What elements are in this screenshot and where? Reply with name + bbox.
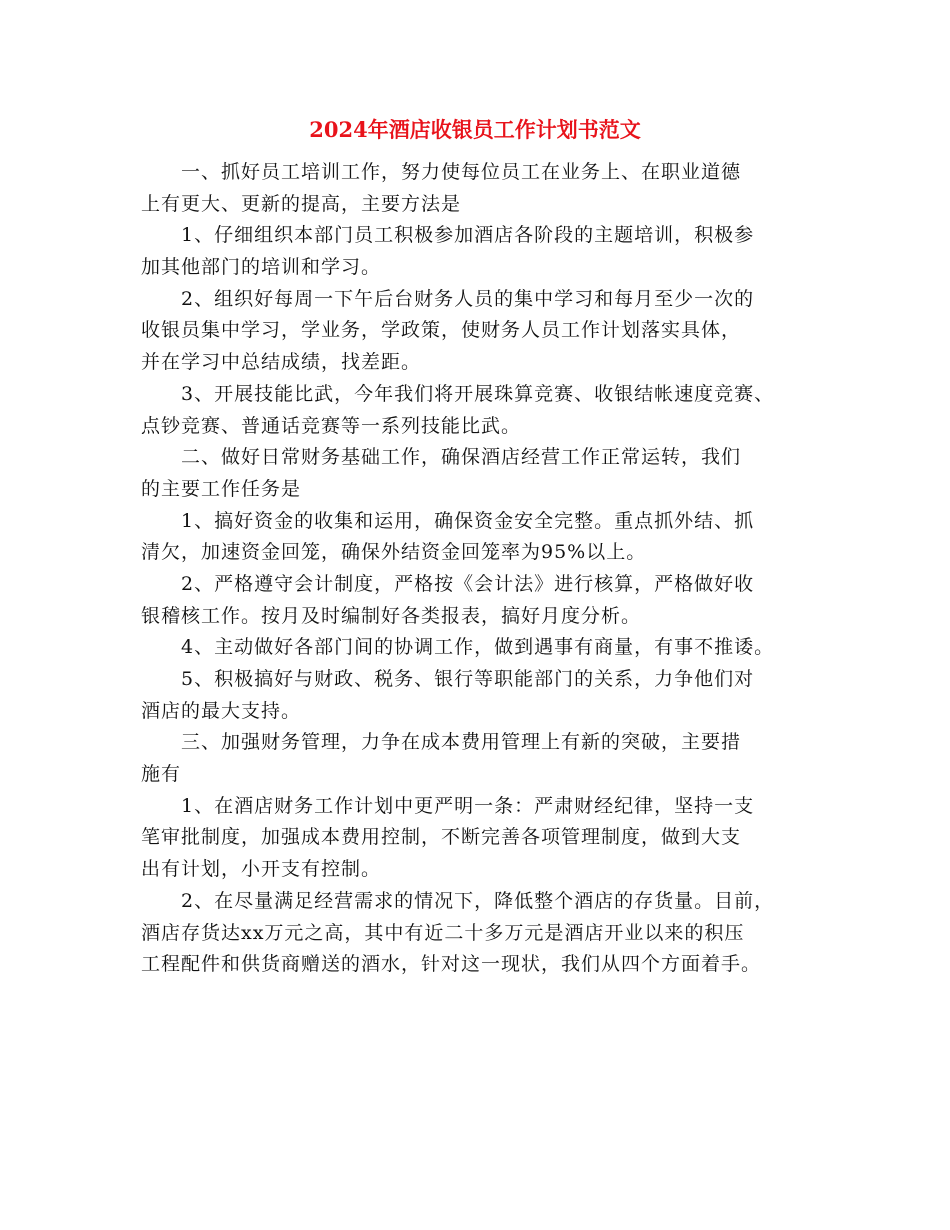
body-line: 酒店的最大支持。 — [141, 699, 302, 722]
body-line: 并在学习中总结成绩，找差距。 — [141, 351, 422, 374]
body-line: 加其他部门的培训和学习。 — [141, 256, 382, 279]
body-line: 施有 — [141, 763, 182, 786]
body-line: 出有计划，小开支有控制。 — [141, 858, 382, 881]
body-line: 点钞竞赛、普通话竞赛等一系列技能比武。 — [141, 414, 522, 437]
body-line: 上有更大、更新的提高，主要方法是 — [141, 192, 462, 215]
body-line: 3、开展技能比武，今年我们将开展珠算竞赛、收银结帐速度竞赛、 — [181, 382, 775, 405]
body-line: 工程配件和供货商赠送的酒水，针对这一现状，我们从四个方面着手。 — [141, 953, 762, 976]
document-body — [141, 157, 831, 981]
body-line: 银稽核工作。按月及时编制好各类报表，搞好月度分析。 — [141, 604, 642, 627]
body-line: 1、仔细组织本部门员工积极参加酒店各阶段的主题培训，积极参 — [181, 224, 755, 247]
body-line: 5、积极搞好与财政、税务、银行等职能部门的关系，力争他们对 — [181, 668, 755, 690]
body-line: 1、在酒店财务工作计划中更严明一条：严肃财经纪律，坚持一支 — [181, 794, 755, 817]
body-line: 一、抓好员工培训工作，努力使每位员工在业务上、在职业道德 — [181, 161, 742, 183]
body-line: 2、严格遵守会计制度，严格按《会计法》进行核算，严格做好收 — [181, 572, 755, 595]
body-line: 收银员集中学习，学业务，学政策，使财务人员工作计划落实具体， — [141, 319, 742, 342]
body-line: 酒店存货达xx万元之高，其中有近二十多万元是酒店开业以来的积压 — [141, 921, 745, 944]
body-line: 笔审批制度，加强成本费用控制，不断完善各项管理制度，做到大支 — [141, 826, 742, 849]
document-title: 2024年酒店收银员工作计划书范文 — [309, 117, 641, 142]
body-line: 的主要工作任务是 — [141, 477, 302, 500]
body-line: 清欠，加速资金回笼，确保外结资金回笼率为95%以上。 — [141, 541, 647, 564]
body-line: 4、主动做好各部门间的协调工作，做到遇事有商量，有事不推诿。 — [181, 636, 775, 659]
body-line: 2、组织好每周一下午后台财务人员的集中学习和每月至少一次的 — [181, 287, 755, 310]
body-line: 三、加强财务管理，力争在成本费用管理上有新的突破，主要措 — [181, 731, 742, 754]
body-line: 二、做好日常财务基础工作，确保酒店经营工作正常运转，我们 — [181, 446, 742, 469]
body-line: 2、在尽量满足经营需求的情况下，降低整个酒店的存货量。目前， — [181, 889, 775, 912]
body-line: 1、搞好资金的收集和运用，确保资金安全完整。重点抓外结、抓 — [181, 509, 755, 532]
